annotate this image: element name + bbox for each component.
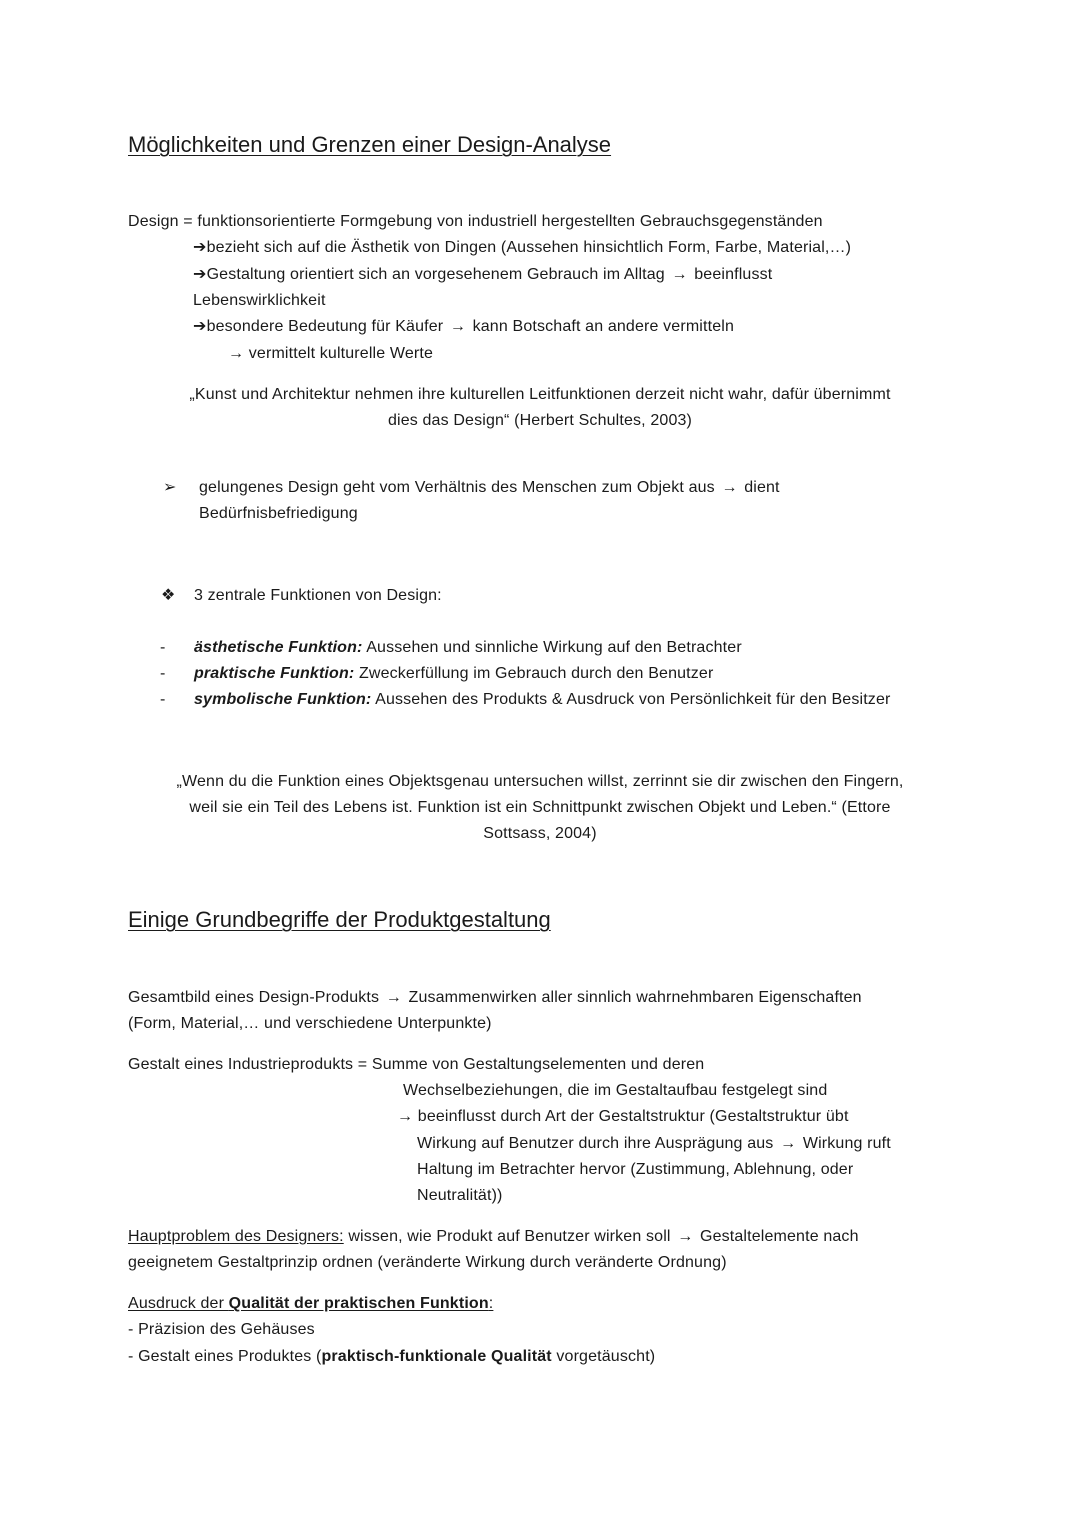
function-label: symbolische Funktion: xyxy=(194,691,372,708)
paragraph-text: Wirkung ruft xyxy=(802,1135,891,1152)
arrow-point-text: bezieht sich auf die Ästhetik von Dingen (Aussehen hinsichtlich Form, Farbe, Material,…) xyxy=(206,239,852,256)
list-dash: - xyxy=(160,639,166,656)
gesamtbild-line-2: (Form, Material,… und verschiedene Unterpunkte) xyxy=(128,1015,492,1032)
function-text: Zweckerfüllung im Gebrauch durch den Benutzer xyxy=(354,665,714,682)
arrow-point-text: besondere Bedeutung für Käufer xyxy=(206,318,444,335)
ausdruck-colon: : xyxy=(488,1295,494,1312)
arrow-point-cultural xyxy=(228,343,433,365)
list-text: vorgetäuscht) xyxy=(551,1348,656,1365)
list-item-practical-function xyxy=(194,663,713,685)
design-definition: Design = funktionsorientierte Formgebung von industriell hergestellten Gebrauchsgegenständen xyxy=(128,213,823,230)
gestalt-line-2: Wechselbeziehungen, die im Gestaltaufbau festgelegt sind xyxy=(403,1082,828,1099)
gestalt-line-5: Haltung im Betrachter hervor (Zustimmung, Ablehnung, oder xyxy=(417,1161,854,1178)
chevron-bullet-icon: ➢ xyxy=(163,479,177,496)
bullet-continuation: Bedürfnisbefriedigung xyxy=(199,505,358,522)
arrow-icon: → xyxy=(228,345,245,362)
arrow-icon: → xyxy=(780,1135,797,1152)
list-bold: praktisch-funktionale Qualität xyxy=(321,1348,552,1365)
quote-schultes-line-1: „Kunst und Architektur nehmen ihre kulturellen Leitfunktionen derzeit nicht wahr, dafür übernimmt xyxy=(189,386,891,403)
gestalt-line-6: Neutralität)) xyxy=(417,1187,503,1204)
gestalt-line-4 xyxy=(417,1133,891,1155)
arrow-point-text: kann Botschaft an andere vermitteln xyxy=(472,318,735,335)
section-title-grundbegriffe: Einige Grundbegriffe der Produktgestaltung xyxy=(128,907,551,932)
list-item-praezision: - Präzision des Gehäuses xyxy=(128,1321,315,1338)
functions-heading: 3 zentrale Funktionen von Design: xyxy=(194,587,442,604)
arrow-point-text: beeinflusst xyxy=(694,266,773,283)
list-dash: - xyxy=(160,691,166,708)
diamond-bullet-icon: ❖ xyxy=(161,587,176,604)
hauptproblem-line-2: geeignetem Gestaltprinzip ordnen (veränderte Wirkung durch veränderte Ordnung) xyxy=(128,1254,727,1271)
function-text: Aussehen und sinnliche Wirkung auf den Betrachter xyxy=(362,639,742,656)
bold-arrow-icon: ➔ xyxy=(193,239,207,256)
function-label: praktische Funktion: xyxy=(194,665,355,682)
paragraph-text: Gestaltelemente nach xyxy=(699,1228,859,1245)
ausdruck-bold: Qualität der praktischen Funktion xyxy=(228,1295,489,1312)
arrow-point-aesthetics xyxy=(193,237,851,259)
list-item-symbolic-function xyxy=(194,689,890,711)
paragraph-text: Gesamtbild eines Design-Produkts xyxy=(128,989,380,1006)
gesamtbild-line-1 xyxy=(128,987,862,1009)
hauptproblem-label: Hauptproblem des Designers: xyxy=(128,1228,344,1245)
paragraph-text: Wirkung auf Benutzer durch ihre Ausprägung aus xyxy=(417,1135,774,1152)
arrow-point-continuation: Lebenswirklichkeit xyxy=(193,292,326,309)
paragraph-text: beeinflusst durch Art der Gestaltstruktur (Gestaltstruktur übt xyxy=(417,1108,849,1125)
arrow-point-text: vermittelt kulturelle Werte xyxy=(248,345,434,362)
arrow-point-gestaltung xyxy=(193,264,772,286)
arrow-icon: → xyxy=(721,479,738,496)
arrow-icon: → xyxy=(397,1108,414,1125)
quote-schultes-line-2: dies das Design“ (Herbert Schultes, 2003) xyxy=(387,412,693,429)
gestalt-line-3 xyxy=(397,1106,849,1128)
list-item-aesthetic-function xyxy=(194,637,742,659)
section-title-design-analyse: Möglichkeiten und Grenzen einer Design-Analyse xyxy=(128,132,612,157)
bold-arrow-icon: ➔ xyxy=(193,266,207,283)
bullet-text: dient xyxy=(744,479,780,496)
quote-sottsass-line-2: weil sie ein Teil des Lebens ist. Funktion ist ein Schnittpunkt zwischen Objekt und Leben.“ (Ettore xyxy=(189,799,891,816)
ausdruck-heading xyxy=(128,1293,493,1315)
paragraph-text: Zusammenwirken aller sinnlich wahrnehmbaren Eigenschaften xyxy=(408,989,862,1006)
ausdruck-label: Ausdruck der xyxy=(128,1295,229,1312)
arrow-icon: → xyxy=(449,318,466,335)
bullet-gelungenes-design xyxy=(199,477,780,499)
arrow-icon: → xyxy=(385,989,402,1006)
arrow-point-text: Gestaltung orientiert sich an vorgesehenem Gebrauch im Alltag xyxy=(206,266,665,283)
bold-arrow-icon: ➔ xyxy=(193,318,207,335)
gestalt-line-1: Gestalt eines Industrieprodukts = Summe von Gestaltungselementen und deren xyxy=(128,1056,705,1073)
list-item-gestalt-produkt xyxy=(128,1346,655,1368)
bullet-text: gelungenes Design geht vom Verhältnis des Menschen zum Objekt aus xyxy=(199,479,715,496)
function-label: ästhetische Funktion: xyxy=(194,639,363,656)
list-text: - Gestalt eines Produktes ( xyxy=(128,1348,322,1365)
arrow-point-meaning xyxy=(193,316,734,338)
arrow-icon: → xyxy=(677,1228,694,1245)
quote-sottsass-line-3: Sottsass, 2004) xyxy=(483,825,597,842)
quote-sottsass-line-1: „Wenn du die Funktion eines Objektsgenau untersuchen willst, zerrinnt sie dir zwischen den Fingern, xyxy=(176,773,904,790)
arrow-icon: → xyxy=(671,266,688,283)
hauptproblem-line-1 xyxy=(128,1226,859,1248)
function-text: Aussehen des Produkts & Ausdruck von Persönlichkeit für den Besitzer xyxy=(371,691,891,708)
paragraph-text: wissen, wie Produkt auf Benutzer wirken soll xyxy=(343,1228,671,1245)
list-dash: - xyxy=(160,665,166,682)
